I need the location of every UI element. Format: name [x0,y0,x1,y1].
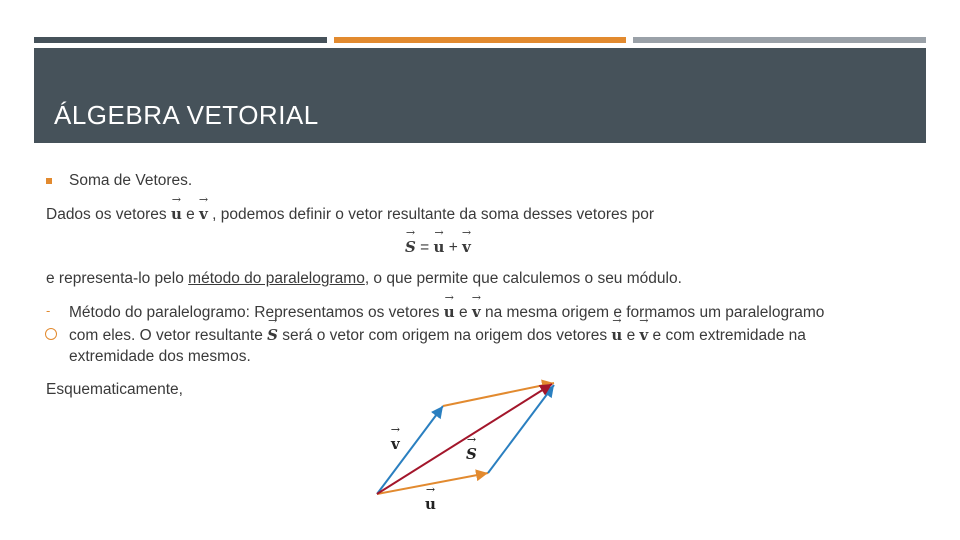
vector-v-translated-arrow [488,385,554,473]
bullet-soma-vetores: Soma de Vetores. [69,172,193,189]
vector-v-symbol: → v [472,303,481,321]
paragraph-representa: e representa-lo pelo método do paralelogramo, o que permite que calculemos o seu módulo. [46,270,682,287]
vector-u-translated-arrow [443,383,554,406]
slide-title: ÁLGEBRA VETORIAL [54,100,319,130]
vector-v-symbol: → v [462,238,471,256]
dash-bullet: - [46,303,51,318]
paragraph-metodo-line2: com eles. O vetor resultante → S será o vetor com origem na origem dos vetores → u e → v e com extremidade na [69,326,806,345]
vector-s-symbol: → S [267,326,278,344]
vector-u-symbol: → u [434,238,445,256]
paragraph-metodo-line1: Método do paralelogramo: Representamos os vetores → u e → v na mesma origem e formamos um paralelogramo [69,303,824,322]
diagram-label-s: → S [466,445,477,463]
vector-v-symbol: → v [640,326,649,344]
vector-u-symbol: → u [444,303,455,321]
vector-u-symbol: → u [611,326,622,344]
paragraph-metodo-line3: extremidade dos mesmos. [69,348,251,365]
diagram-label-u: → u [425,495,436,513]
vector-s-symbol: → S [405,238,416,256]
vector-v-symbol: → v [199,205,208,223]
vector-u-symbol: → u [171,205,182,223]
link-metodo-paralelogramo[interactable]: método do paralelogramo [188,270,365,287]
paragraph-esquematicamente: Esquematicamente, [46,381,183,398]
vector-v-arrow [377,406,443,494]
diagram-label-v: → v [391,435,400,453]
formula-sum: → S = → u + → v [405,238,471,257]
paragraph-dados-vetores: Dados os vetores → u e → v , podemos definir o vetor resultante da soma desses vetores por [46,205,654,224]
